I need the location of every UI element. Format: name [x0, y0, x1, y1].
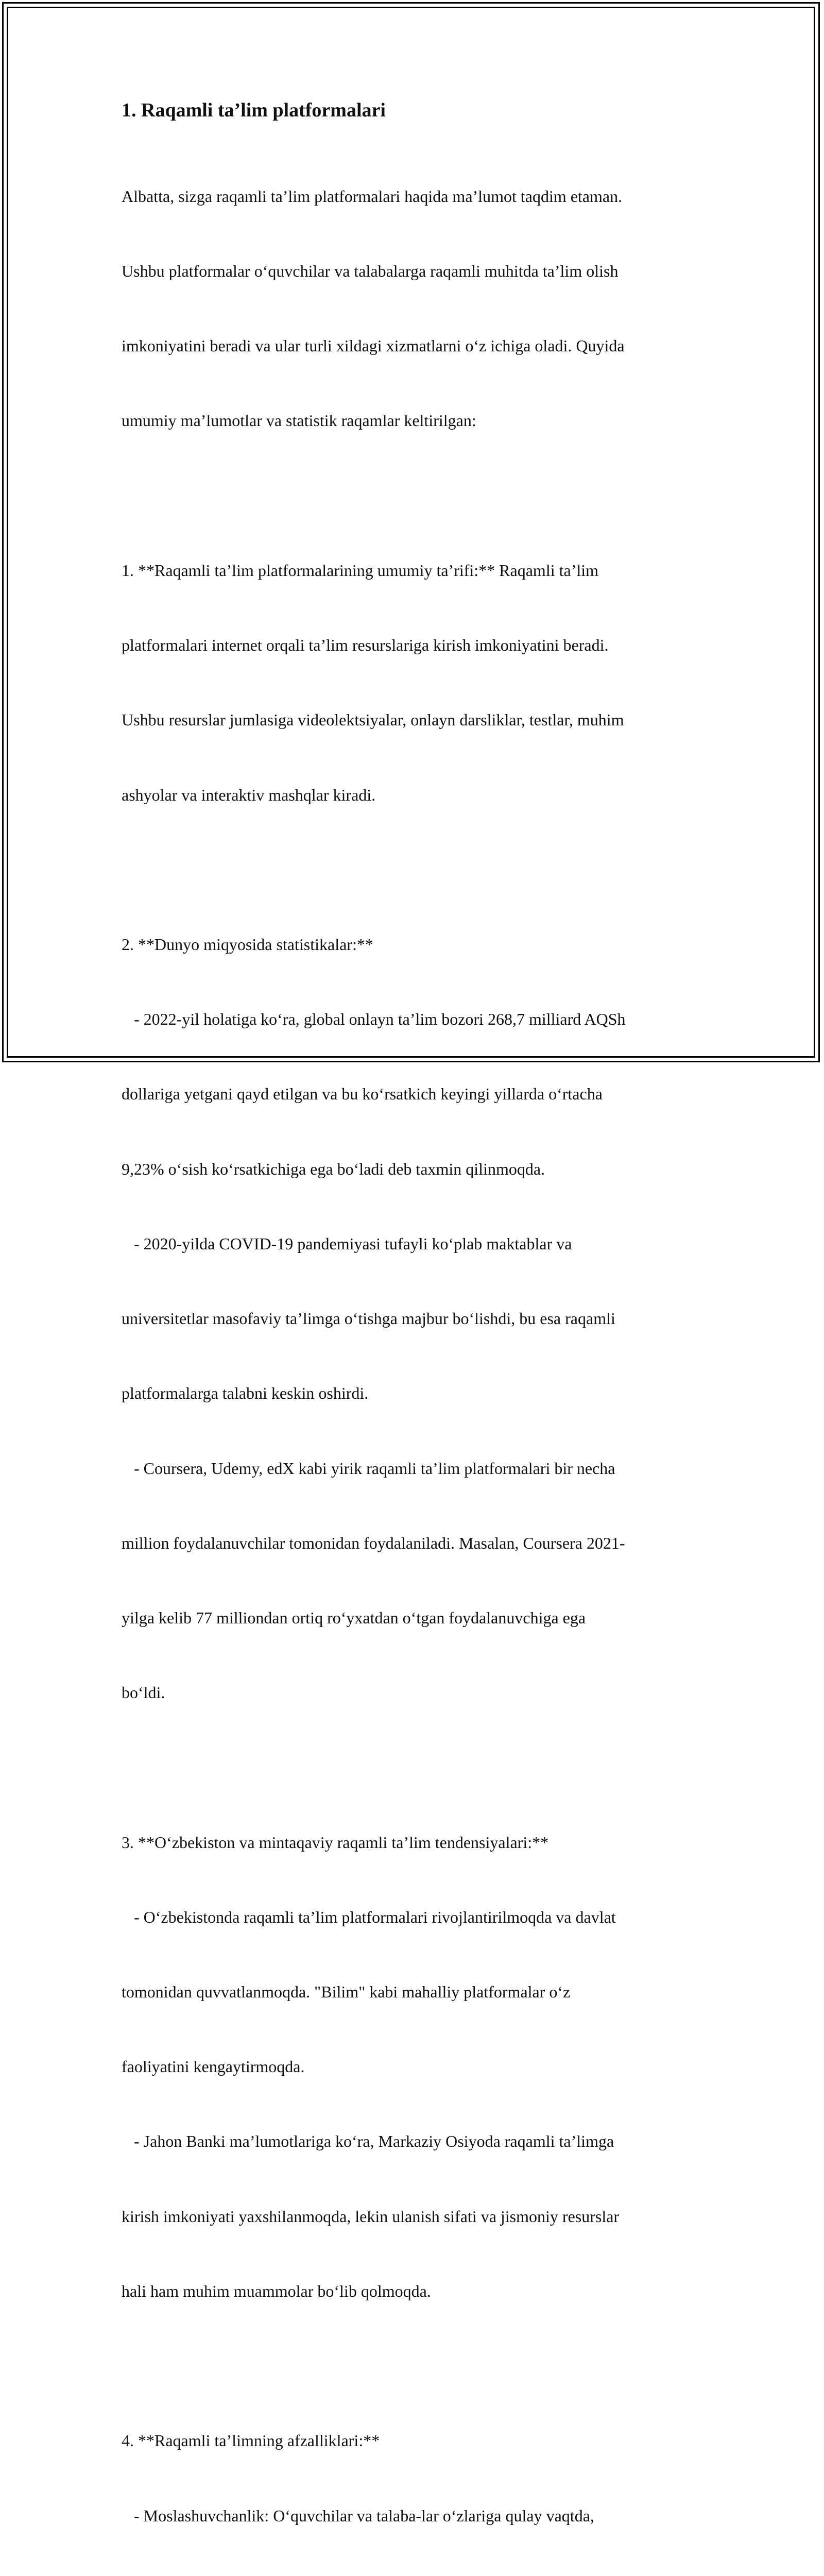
text-line: Ushbu platformalar o‘quvchilar va talabalarga raqamli muhitda ta’lim olish	[122, 259, 703, 283]
text-line: 4. **Raqamli ta’limning afzalliklari:**	[122, 2428, 703, 2453]
text-line: - Moslashuvchanlik: O‘quvchilar va talaba-lar o‘zlariga qulay vaqtda,	[122, 2503, 703, 2528]
paragraph-spacer	[122, 2353, 703, 2378]
text-line: 1. **Raqamli ta’lim platformalarining umumiy ta’rifi:** Raqamli ta’lim	[122, 558, 703, 583]
text-line: dollariga yetgani qayd etilgan va bu ko‘rsatkich keyingi yillarda o‘rtacha	[122, 1081, 703, 1106]
text-line: umumiy ma’lumotlar va statistik raqamlar keltirilgan:	[122, 408, 703, 433]
text-line: faoliyatini kengaytirmoqda.	[122, 2054, 703, 2079]
text-line: - Coursera, Udemy, edX kabi yirik raqamli ta’lim platformalari bir necha	[122, 1456, 703, 1481]
text-line: - 2022-yil holatiga ko‘ra, global onlayn ta’lim bozori 268,7 milliard AQSh	[122, 1007, 703, 1031]
text-line: - O‘zbekistonda raqamli ta’lim platformalari rivojlantirilmoqda va davlat	[122, 1905, 703, 1929]
document-body	[122, 96, 703, 2576]
text-line: - Jahon Banki ma’lumotlariga ko‘ra, Markaziy Osiyoda raqamli ta’limga	[122, 2129, 703, 2154]
text-line: 9,23% o‘sish ko‘rsatkichiga ega bo‘ladi deb taxmin qilinmoqda.	[122, 1157, 703, 1181]
text-line: million foydalanuvchilar tomonidan foydalaniladi. Masalan, Coursera 2021-	[122, 1531, 703, 1555]
text-line: universitetlar masofaviy ta’limga o‘tishga majbur bo‘lishdi, bu esa raqamli	[122, 1306, 703, 1331]
document-title: 1. Raqamli ta’lim platformalari	[122, 96, 703, 125]
section-4-paragraph	[122, 2379, 703, 2576]
text-line: Albatta, sizga raqamli ta’lim platformalari haqida ma’lumot taqdim etaman.	[122, 184, 703, 209]
section-1-paragraph	[122, 508, 703, 857]
text-line: bo‘ldi.	[122, 1680, 703, 1705]
paragraph-spacer	[122, 483, 703, 508]
text-line: 3. **O‘zbekiston va mintaqaviy raqamli ta’lim tendensiyalari:**	[122, 1830, 703, 1855]
text-line: platformalarga talabni keskin oshirdi.	[122, 1381, 703, 1405]
text-line: imkoniyatini beradi va ular turli xildagi xizmatlarni o‘z ichiga oladi. Quyida	[122, 333, 703, 358]
section-2-paragraph	[122, 882, 703, 1755]
paragraph-spacer	[122, 857, 703, 882]
text-line: ashyolar va interaktiv mashqlar kiradi.	[122, 783, 703, 807]
text-line: hali ham muhim muammolar bo‘lib qolmoqda.	[122, 2279, 703, 2303]
text-line: 2. **Dunyo miqyosida statistikalar:**	[122, 932, 703, 957]
text-line: tomonidan quvvatlanmoqda. "Bilim" kabi mahalliy platformalar o‘z	[122, 1979, 703, 2004]
text-line: Ushbu resurslar jumlasiga videolektsiyalar, onlayn darsliklar, testlar, muhim	[122, 707, 703, 732]
text-line: platformalari internet orqali ta’lim resurslariga kirish imkoniyatini beradi.	[122, 633, 703, 657]
section-3-paragraph	[122, 1780, 703, 2353]
intro-paragraph	[122, 134, 703, 483]
text-line: kirish imkoniyati yaxshilanmoqda, lekin ulanish sifati va jismoniy resurslar	[122, 2204, 703, 2229]
text-line: yilga kelib 77 milliondan ortiq ro‘yxatdan o‘tgan foydalanuvchiga ega	[122, 1605, 703, 1630]
text-line: - 2020-yilda COVID-19 pandemiyasi tufayli ko‘plab maktablar va	[122, 1231, 703, 1256]
paragraph-spacer	[122, 1755, 703, 1780]
